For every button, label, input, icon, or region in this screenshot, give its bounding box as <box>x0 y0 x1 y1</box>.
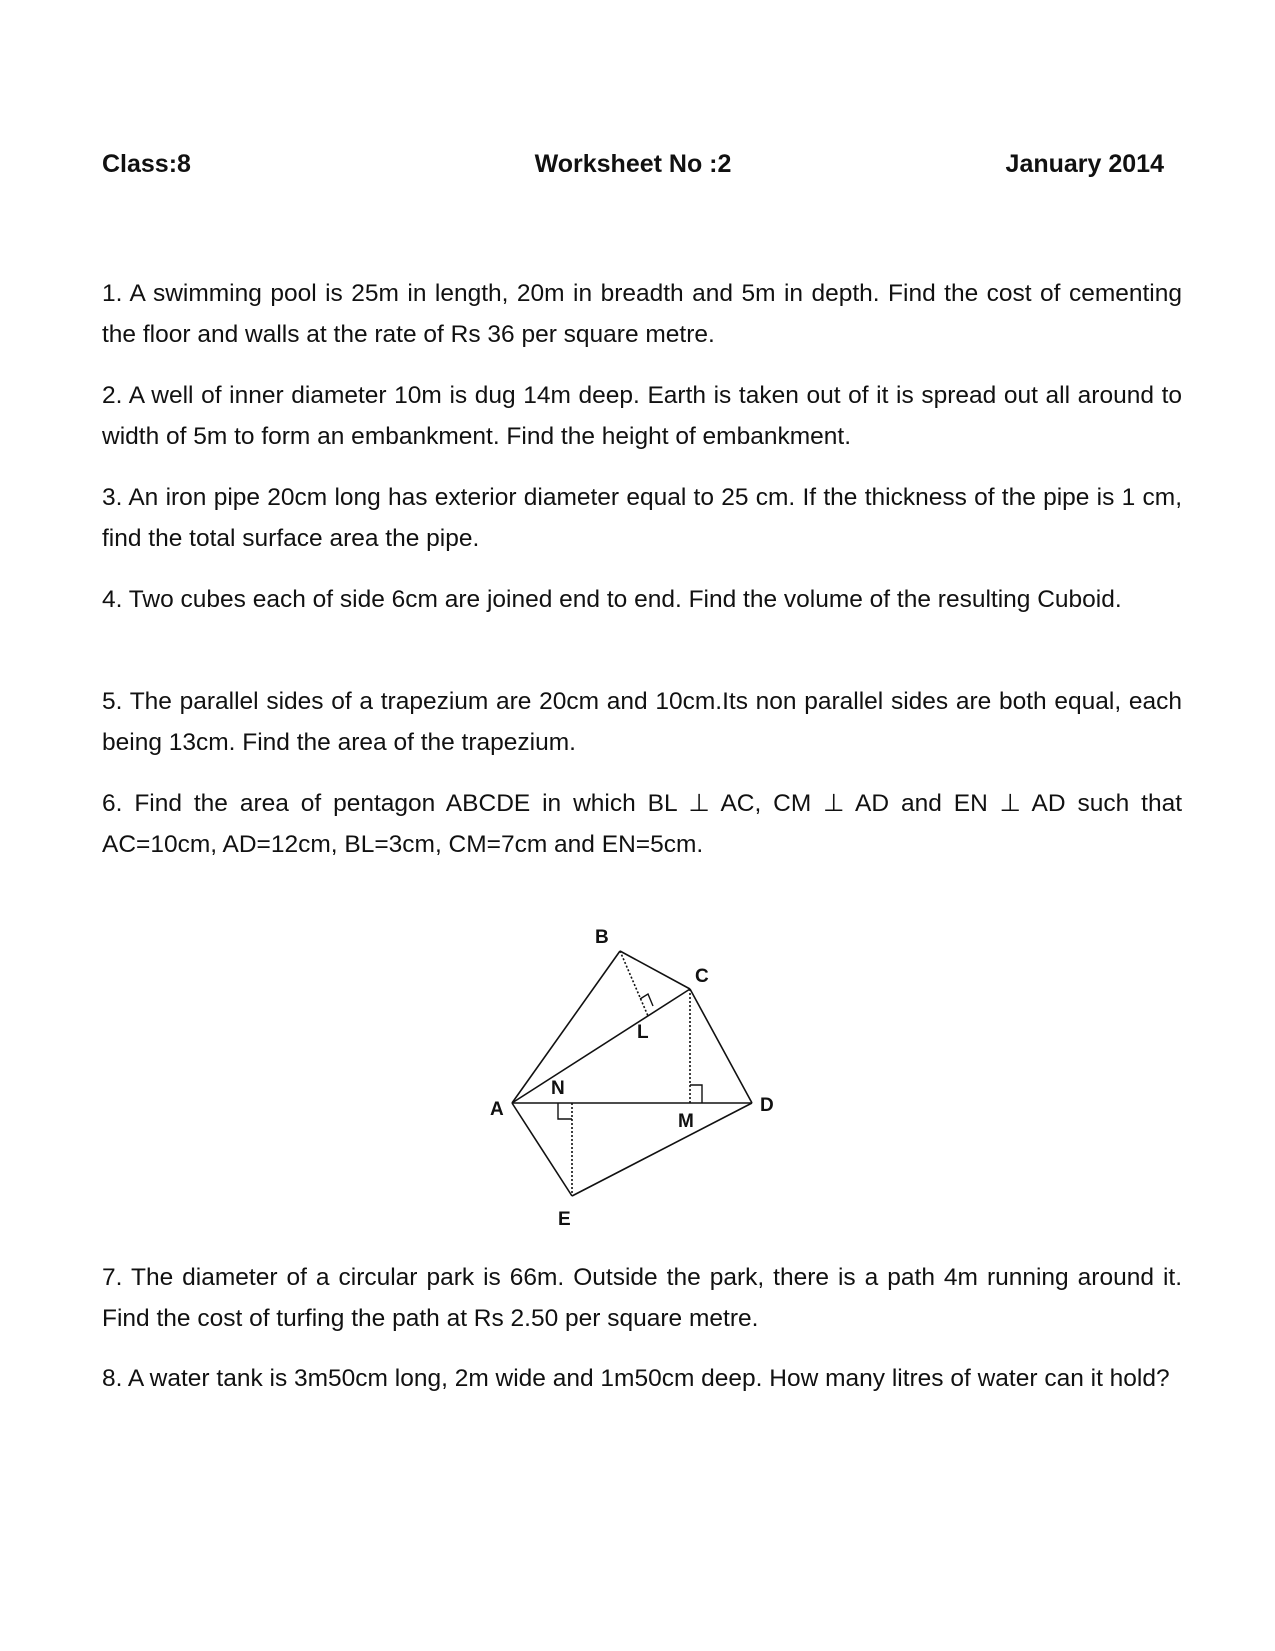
side-de <box>572 1103 752 1196</box>
point-label-m: M <box>678 1111 694 1132</box>
question-1: 1. A swimming pool is 25m in length, 20m in breadth and 5m in depth. Find the cost of cementing the floor and walls at the rate of Rs 36 per square metre. <box>102 280 1182 348</box>
question-8: 8. A water tank is 3m50cm long, 2m wide and 1m50cm deep. How many litres of water can it hold? <box>102 1365 1170 1392</box>
right-angle-m <box>690 1085 702 1103</box>
question-7: 7. The diameter of a circular park is 66m. Outside the park, there is a path 4m running around it. Find the cost of turfing the path at Rs 2.50 per square metre. <box>102 1264 1182 1332</box>
vertex-label-c: C <box>695 966 709 987</box>
vertex-label-e: E <box>558 1209 571 1225</box>
pentagon-diagram <box>490 905 790 1225</box>
side-cd <box>690 989 752 1103</box>
class-label: Class:8 <box>102 150 191 178</box>
vertex-label-a: A <box>490 1099 504 1120</box>
diagonal-ac <box>512 989 690 1103</box>
right-angle-n <box>558 1103 572 1119</box>
point-label-n: N <box>551 1078 565 1099</box>
side-ea <box>512 1103 572 1196</box>
question-5: 5. The parallel sides of a trapezium are 20cm and 10cm.Its non parallel sides are both equal, each being 13cm. Find the area of the trapezium. <box>102 688 1182 756</box>
point-label-l: L <box>637 1022 649 1043</box>
side-bc <box>620 951 690 989</box>
question-6: 6. Find the area of pentagon ABCDE in which BL ⊥ AC, CM ⊥ AD and EN ⊥ AD such that AC=10cm, AD=12cm, BL=3cm, CM=7cm and EN=5cm. <box>102 790 1182 858</box>
question-2: 2. A well of inner diameter 10m is dug 14m deep. Earth is taken out of it is spread out all around to width of 5m to form an embankment. Find the height of embankment. <box>102 382 1182 450</box>
perpendicular-bl <box>620 951 648 1016</box>
worksheet-number: Worksheet No :2 <box>534 150 732 178</box>
vertex-label-d: D <box>760 1095 774 1116</box>
pentagon-figure <box>490 905 790 1225</box>
question-4: 4. Two cubes each of side 6cm are joined end to end. Find the volume of the resulting Cuboid. <box>102 586 1122 613</box>
worksheet-date: January 2014 <box>1005 150 1164 178</box>
worksheet-header <box>102 150 1164 190</box>
vertex-label-b: B <box>595 927 609 948</box>
side-ab <box>512 951 620 1103</box>
question-3: 3. An iron pipe 20cm long has exterior diameter equal to 25 cm. If the thickness of the pipe is 1 cm, find the total surface area the pipe. <box>102 484 1182 552</box>
